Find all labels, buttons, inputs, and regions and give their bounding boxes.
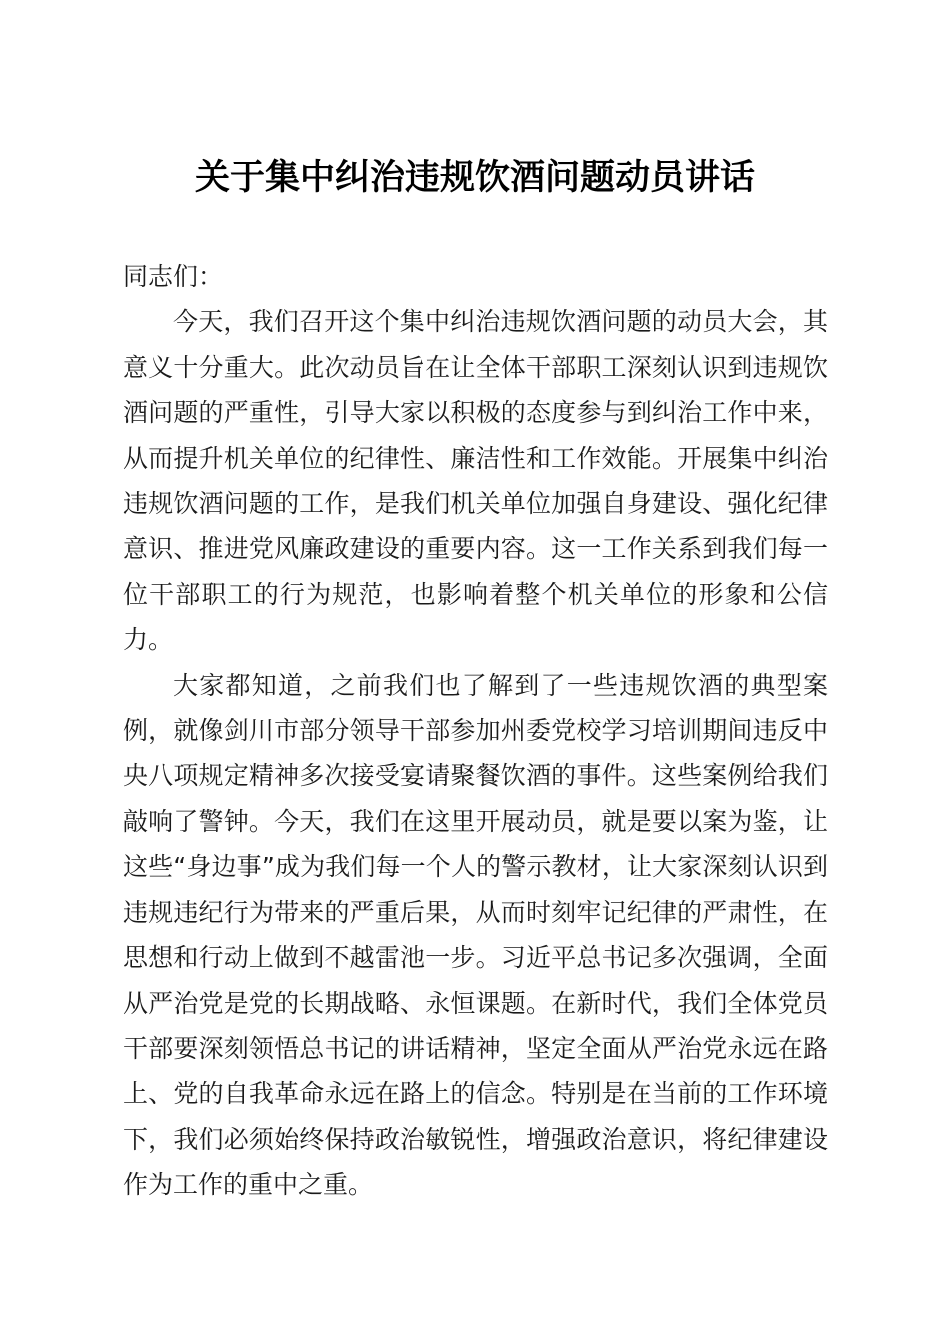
paragraph-2: 大家都知道，之前我们也了解到了一些违规饮酒的典型案例，就像剑川市部分领导干部参加州委党校学习培训期间违反中央八项规定精神多次接受宴请聚餐饮酒的事件。这些案例给我们敲响了警钟。今天，我们在这里开展动员，就是要以案为鉴，让这些“身边事”成为我们每一个人的警示教材，让大家深刻认识到违规违纪行为带来的严重后果，从而时刻牢记纪律的严肃性，在思想和行动上做到不越雷池一步。习近平总书记多次强调，全面从严治党是党的长期战略、永恒课题。在新时代，我们全体党员干部要深刻领悟总书记的讲话精神，坚定全面从严治党永远在路上、党的自我革命永远在路上的信念。特别是在当前的工作环境下，我们必须始终保持政治敏锐性，增强政治意识，将纪律建设作为工作的重中之重。 bbox=[123, 670, 828, 1200]
document-title: 关于集中纠治违规饮酒问题动员讲话 bbox=[194, 158, 755, 198]
document-body bbox=[123, 254, 828, 1208]
paragraph-1: 今天，我们召开这个集中纠治违规饮酒问题的动员大会，其意义十分重大。此次动员旨在让全体干部职工深刻认识到违规饮酒问题的严重性，引导大家以积极的态度参与到纠治工作中来，从而提升机关单位的纪律性、廉洁性和工作效能。开展集中纠治违规饮酒问题的工作，是我们机关单位加强自身建设、强化纪律意识、推进党风廉政建设的重要内容。这一工作关系到我们每一位干部职工的行为规范，也影响着整个机关单位的形象和公信力。 bbox=[123, 307, 828, 655]
salutation: 同志们： bbox=[123, 262, 224, 291]
